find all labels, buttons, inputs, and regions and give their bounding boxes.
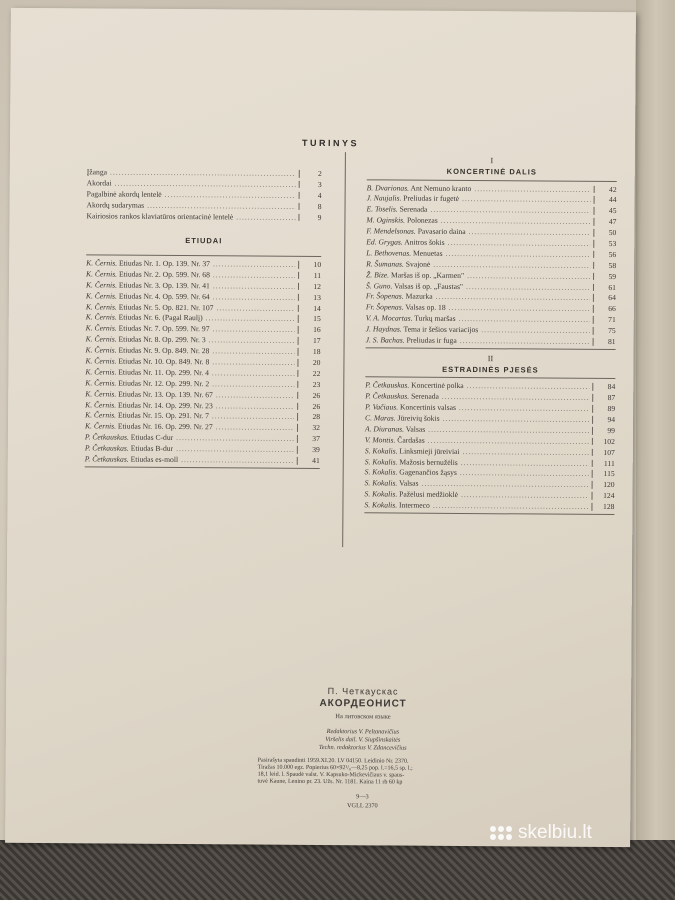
toc-entry-text: Pagalbinė akordų lentelė [86, 189, 162, 199]
watermark-logo-icon [490, 826, 512, 840]
imprint-cover: Viršelis dail. V. Siupšinskaitės [325, 735, 401, 744]
toc-entry-page: 23 [297, 381, 320, 389]
toc-entry-page: 45 [593, 207, 616, 215]
toc-entry-text: Etiudas es-moll [130, 454, 179, 464]
imprint-editor: Redaktorius V. Peltanavičius [326, 728, 400, 736]
toc-entry-title [85, 434, 173, 442]
toc-entry-author: K. Černis. [85, 378, 117, 388]
toc-leader-dots [213, 260, 295, 268]
toc-entry-title [364, 501, 429, 509]
toc-entry-title [86, 303, 214, 311]
toc-entry-title [365, 480, 419, 488]
toc-leader-dots [209, 336, 295, 344]
toc-entry-author: V. A. Mocartas. [365, 313, 413, 323]
etudes-section-title: ETIUDAI [185, 236, 223, 246]
toc-entry-author: S. Kokalis. [364, 456, 398, 467]
toc-entry-page: 87 [592, 394, 615, 402]
toc-entry-title [86, 325, 210, 333]
toc-leader-dots [442, 393, 589, 402]
toc-entry-title [365, 382, 463, 390]
toc-entry [86, 212, 321, 225]
toc-leader-dots [212, 380, 294, 388]
toc-entry-title [366, 304, 446, 312]
imprint-print-line: tuvė Kaune, Lenino pr. 23. Užs. Nr. 1181. Kaina 11 rb 60 kp [257, 778, 403, 786]
toc-entry-text: Svajonė [405, 259, 431, 269]
toc-entry-title [365, 458, 458, 466]
toc-entry-text: Polonezas [406, 215, 438, 225]
toc-leader-dots [467, 382, 590, 390]
toc-entry-page: 107 [592, 449, 615, 457]
toc-entry-text: Serenada [411, 391, 439, 402]
toc-entry-author: K. Černis. [86, 269, 118, 279]
toc-entry-author: E. Toselis. [366, 204, 398, 214]
toc-entry-title [86, 212, 233, 221]
toc-entry-author: S. Kokalis. [364, 478, 398, 488]
toc-entry-text: Koncertinė polka [411, 380, 464, 391]
toc-leader-dots [236, 213, 295, 221]
toc-entry-title [85, 379, 209, 387]
toc-entry-text: Etiudas Nr. 3. Op. 139. Nr. 41 [118, 280, 210, 290]
toc-entry-text: Valsas op. 18 [405, 302, 446, 313]
toc-entry-text: Gagenančios žąsys [399, 468, 457, 478]
etude-list [85, 259, 321, 468]
toc-leader-dots [212, 326, 294, 334]
toc-entry-page: 32 [297, 424, 320, 432]
toc-entry-page: 22 [297, 370, 320, 378]
toc-entry-page: 64 [593, 294, 616, 302]
toc-entry-title [85, 444, 173, 452]
toc-entry-page: 10 [298, 261, 321, 269]
toc-leader-dots [213, 282, 295, 290]
toc-entry-title [85, 357, 209, 365]
toc-entry-author: K. Černis. [85, 367, 117, 377]
toc-entry-title [86, 281, 210, 289]
toc-entry-author: J. Haydnas. [365, 324, 402, 334]
toc-entry-author: J. Naujalis. [366, 193, 402, 203]
toc-entry-page: 124 [592, 492, 615, 500]
toc-entry-title [366, 325, 479, 333]
toc-entry-author: K. Černis. [85, 356, 117, 366]
toc-leader-dots [462, 195, 591, 203]
toc-entry-author: S. Kokalis. [364, 500, 398, 510]
toc-leader-dots [433, 502, 589, 511]
toc-entry-text: Etiudas Nr. 10. Op. 849. Nr. 8 [118, 356, 210, 367]
imprint-block [227, 685, 498, 810]
toc-entry-author: F. Mendelsonas. [366, 226, 416, 236]
toc-entry-author: K. Černis. [84, 421, 117, 431]
toc-entry-text: Etiudas Nr. 12. Op. 299. Nr. 2 [118, 378, 210, 388]
toc-entry-text: Etiudas Nr. 16. Op. 299. Nr. 27 [117, 421, 213, 432]
toc-leader-dots [459, 404, 589, 413]
toc-entry-text: Akordų sudarymas [86, 200, 145, 210]
toc-entry-page: 4 [299, 192, 322, 200]
page-title: TURINYS [301, 137, 360, 149]
toc-entry-text: Etiudas Nr. 4. Op. 599. Nr. 64 [118, 291, 210, 301]
toc-entry-page: 3 [299, 181, 322, 189]
toc-entry-author: C. Maras. [365, 413, 396, 423]
toc-entry-author: K. Černis. [85, 301, 117, 312]
toc-entry-author: K. Černis. [85, 388, 117, 399]
toc-entry-page: 26 [297, 402, 320, 410]
toc-entry-text: Mažosis bernužėlis [399, 457, 458, 467]
toc-entry-text: Pavasario daina [417, 226, 466, 237]
toc-entry-page: 41 [297, 457, 320, 465]
toc-entry-title [85, 368, 209, 376]
toc-entry-text: Preliudas ir fugetė [403, 193, 460, 204]
toc-entry-text: Intermeco [399, 500, 430, 510]
toc-entry-author: K. Černis. [85, 312, 117, 322]
toc-entry-title [366, 227, 465, 235]
imprint-credits [228, 727, 498, 752]
toc-leader-dots [460, 337, 590, 346]
toc-entry-text: Etiudas Nr. 15. Op. 291. Nr. 7 [117, 411, 209, 421]
part2-title: ESTRADINĖS PJESĖS [442, 364, 539, 375]
imprint-language: На литовском языке [335, 713, 391, 721]
toc-entry-text: Mazurka [405, 291, 433, 302]
toc-entry-title [366, 271, 464, 279]
toc-entry-page: 56 [593, 251, 616, 259]
right-column [364, 156, 616, 515]
toc-entry-author: K. Černis. [85, 399, 117, 410]
toc-leader-dots [206, 315, 295, 323]
toc-entry-title [87, 190, 162, 198]
toc-leader-dots [466, 283, 590, 291]
toc-entry-page: 75 [593, 327, 616, 335]
imprint-title: АКОРДЕОНИСТ [319, 697, 407, 710]
part2-list [364, 382, 615, 514]
toc-entry-title [366, 282, 463, 290]
part1-title: KONCERTINĖ DALIS [446, 166, 537, 177]
toc-entry-title [86, 346, 210, 354]
toc-entry-title [365, 414, 440, 422]
toc-entry-author: Š. Guno. [365, 280, 393, 291]
toc-entry-author: P. Četkauskas. [84, 454, 129, 464]
toc-entry-author: R. Šumanas. [366, 259, 404, 269]
toc-entry-title [366, 293, 433, 301]
toc-entry-title [365, 469, 457, 477]
toc-entry-title [365, 436, 425, 444]
toc-entry-text: Etiudas Nr. 14. Op. 299. Nr. 23 [118, 400, 213, 410]
toc-leader-dots [212, 358, 294, 366]
toc-entry-page: 14 [298, 304, 321, 312]
toc-entry-page: 42 [594, 185, 617, 193]
toc-entry-title [85, 401, 213, 409]
toc-leader-dots [213, 271, 295, 279]
toc-entry-author: K. Černis. [85, 410, 117, 420]
toc-entry-text: Maršas iš op. „Karmen" [390, 270, 465, 280]
toc-entry-title [365, 393, 439, 401]
toc-entry-page: 120 [592, 481, 615, 489]
toc-entry-author: K. Černis. [85, 345, 117, 355]
column-divider [342, 152, 346, 547]
toc-leader-dots [176, 434, 294, 442]
toc-entry-title [365, 425, 425, 433]
toc-leader-dots [110, 169, 296, 178]
toc-entry-author: Ed. Grygas. [366, 237, 403, 247]
toc-entry-author: V. Montis. [364, 435, 396, 445]
toc-leader-dots [212, 369, 294, 377]
toc-entry-title [86, 259, 210, 267]
toc-entry-title [366, 238, 444, 246]
toc-entry-page: 17 [298, 337, 321, 345]
toc-entry-text: Kairiosios rankos klaviatūros orientacinė lentelė [86, 210, 234, 221]
toc-entry-page: 2 [299, 170, 322, 178]
toc-entry-text: Akordai [86, 178, 112, 188]
imprint-tech: Techn. redaktorius V. Zdancevičius [318, 743, 407, 752]
section-rule [365, 377, 615, 380]
imprint-print-line: Tiražas 10.000 egz. Popierius 60×92¹/₈—8,25 pop. l.=16,5 sp. l.; [257, 764, 413, 772]
toc-leader-dots [469, 228, 591, 236]
toc-leader-dots [446, 250, 591, 259]
toc-entry-title [85, 423, 213, 431]
toc-entry-text: Įžanga [86, 167, 108, 177]
toc-entry-text: Valsas iš op. „Faustas" [394, 281, 464, 291]
toc-entry-text: Koncertinis valsas [400, 402, 456, 413]
imprint-author: П. Четкаускас [327, 686, 399, 697]
toc-entry-author: S. Kokalis. [364, 446, 398, 456]
toc-leader-dots [216, 402, 294, 410]
toc-entry-text: Etiudas Nr. 13. Op. 139. Nr. 67 [118, 389, 213, 399]
toc-leader-dots [443, 415, 590, 424]
toc-entry-title [85, 412, 209, 420]
toc-leader-dots [461, 459, 589, 467]
toc-entry-text: Preliudas ir fuga [406, 335, 457, 345]
intro-list [86, 168, 321, 224]
toc-entry-page: 58 [593, 262, 616, 270]
toc-entry-page: 44 [594, 196, 617, 204]
toc-entry-author: K. Černis. [85, 280, 118, 290]
toc-entry-text: Etiudas Nr. 11. Op. 299. Nr. 4 [118, 367, 209, 378]
toc-entry-title [365, 491, 459, 499]
toc-entry-author: K. Černis. [86, 258, 118, 268]
toc-entry-page: 13 [298, 293, 321, 301]
toc-leader-dots [474, 185, 590, 193]
toc-entry-page: 111 [592, 459, 615, 467]
toc-entry-title [85, 390, 213, 398]
toc-leader-dots [481, 326, 589, 334]
toc-entry-title [366, 216, 437, 224]
toc-entry-page: 11 [298, 272, 321, 280]
toc-leader-dots [449, 304, 590, 313]
toc-entry-title [87, 201, 145, 209]
toc-entry-author: K. Černis. [85, 334, 117, 344]
toc-entry-text: Etiudas Nr. 7. Op. 599. Nr. 97 [118, 323, 210, 334]
toc-leader-dots [216, 304, 294, 312]
toc-entry-author: L. Bethovenas. [366, 248, 412, 258]
toc-entry-text: Anitros šokis [404, 237, 445, 247]
toc-leader-dots [428, 437, 589, 446]
watermark [490, 822, 592, 844]
toc-entry-text: Jūreivių šokis [397, 413, 440, 423]
toc-entry-title [86, 292, 210, 300]
toc-entry-title [365, 403, 456, 411]
toc-leader-dots [467, 272, 590, 280]
toc-entry-text: Pažėlusi medžioklė [399, 489, 459, 500]
toc-entry-author: P. Četkauskas. [84, 432, 129, 442]
toc-entry-page: 84 [592, 383, 615, 391]
book-page [5, 8, 636, 847]
toc-entry-author: Ž. Bize. [366, 269, 390, 280]
toc-entry-title [87, 179, 112, 187]
toc-leader-dots [463, 448, 589, 456]
imprint-print-line: Pasirašyta spaudinti 1959.XI.20. LV 04150. Leidinio Nr. 2370. [257, 757, 409, 765]
toc-leader-dots [428, 426, 589, 435]
toc-entry-author: S. Kokalis. [364, 467, 398, 478]
toc-entry-text: Tema ir šešios variacijos [403, 324, 479, 335]
toc-leader-dots [433, 261, 590, 270]
toc-entry-author: M. Oginskis. [366, 215, 406, 225]
section-rule [85, 466, 320, 469]
toc-entry-text: Etiudas C-dur [130, 432, 174, 443]
toc-entry-text: Etiudas Nr. 6. (Pagal Raulį) [118, 312, 203, 323]
toc-entry-title [366, 336, 457, 344]
toc-entry-page: 26 [297, 391, 320, 399]
toc-entry-title [366, 260, 430, 268]
toc-entry-author: P. Četkauskas. [365, 391, 410, 401]
toc-entry-author: Fr. Šopenas. [365, 291, 404, 301]
toc-entry-author: S. Kokalis. [364, 489, 398, 499]
toc-entry-page: 81 [593, 338, 616, 346]
toc-entry-page: 99 [592, 427, 615, 435]
toc-entry-author: K. Černis. [85, 323, 117, 333]
toc-entry-page: 39 [297, 446, 320, 454]
toc-entry-title [86, 336, 206, 344]
toc-entry-title [86, 314, 203, 322]
toc-entry-page: 8 [299, 203, 322, 211]
toc-leader-dots [448, 239, 591, 248]
toc-entry-page: 37 [297, 435, 320, 443]
toc-entry-page: 89 [592, 405, 615, 413]
toc-entry-text: Etiudas Nr. 9. Op. 849. Nr. 28 [118, 345, 210, 356]
toc-entry-title [366, 249, 442, 257]
page-edge [636, 0, 675, 850]
toc-leader-dots [181, 456, 294, 464]
toc-entry-text: Valsas [405, 424, 426, 434]
toc-leader-dots [430, 206, 590, 215]
part1-roman: I [490, 156, 494, 166]
toc-entry-page: 94 [592, 416, 615, 424]
toc-entry-page: 102 [592, 438, 615, 446]
toc-entry-author: P. Vačiaus. [365, 402, 399, 412]
toc-entry-text: Etiudas Nr. 2. Op. 599. Nr. 68 [118, 269, 210, 280]
toc-leader-dots [115, 179, 296, 188]
toc-entry-title [367, 184, 472, 192]
toc-leader-dots [165, 191, 296, 200]
toc-leader-dots [213, 293, 295, 301]
toc-leader-dots [421, 480, 588, 489]
section-rule [367, 179, 617, 182]
toc-entry-author: P. Četkauskas. [84, 443, 129, 453]
toc-entry-page: 61 [593, 283, 616, 291]
toc-entry-text: Ant Nemuno kranto [410, 183, 472, 193]
part1-list [366, 184, 617, 349]
toc-entry-page: 50 [593, 229, 616, 237]
toc-entry-page: 16 [298, 326, 321, 334]
toc-leader-dots [212, 413, 294, 421]
toc-leader-dots [436, 293, 590, 302]
toc-entry-page: 59 [593, 273, 616, 281]
background-surface [0, 840, 675, 900]
toc-entry-author: J. S. Bachas. [365, 335, 405, 345]
toc-entry-text: Linksmieji jūreiviai [399, 446, 460, 456]
toc-entry-text: Turkų maršas [414, 313, 456, 324]
toc-entry-title [366, 206, 427, 214]
toc-entry-text: Etiudas Nr. 1. Op. 139. Nr. 37 [119, 258, 211, 269]
toc-entry-text: Menuetas [413, 248, 443, 258]
toc-leader-dots [216, 391, 294, 399]
toc-entry-author: K. Černis. [85, 290, 117, 301]
toc-entry-page: 28 [297, 413, 320, 421]
imprint-print-info [227, 757, 497, 788]
toc-entry-text: Serenada [399, 204, 428, 215]
toc-entry-page: 66 [593, 305, 616, 313]
part2-roman: II [487, 354, 494, 364]
left-column [85, 168, 322, 469]
toc-leader-dots [460, 469, 589, 477]
toc-entry-page: 115 [592, 470, 615, 478]
toc-entry-page: 128 [591, 503, 614, 511]
toc-leader-dots [176, 445, 294, 453]
toc-leader-dots [461, 491, 589, 499]
toc-entry-title [87, 168, 107, 176]
toc-entry-page: 71 [593, 316, 616, 324]
toc-entry-text: Čardašas [397, 435, 425, 445]
toc-leader-dots [441, 217, 591, 226]
imprint-code: VGLL 2370 [346, 802, 378, 810]
toc-entry-page: 12 [298, 283, 321, 291]
toc-entry-author: B. Dvarionas. [366, 182, 410, 193]
toc-entry-author: P. Četkauskas. [365, 380, 410, 390]
toc-entry-author: Fr. Šopenas. [365, 302, 404, 312]
section-rule [86, 254, 321, 257]
toc-entry-title [366, 315, 456, 323]
toc-entry-page: 47 [593, 218, 616, 226]
imprint-print-line: 18,1 leid. l. Spaudė valst. V. Kapsuko-Mickevičiaus v. spaus- [257, 771, 405, 779]
toc-entry-title [367, 195, 459, 203]
toc-entry-title [365, 447, 460, 455]
toc-entry-text: Etiudas Nr. 8. Op. 299. Nr. 3 [118, 334, 206, 345]
toc-leader-dots [147, 201, 295, 210]
toc-entry-page: 20 [297, 359, 320, 367]
imprint-code: 9—3 [356, 793, 369, 801]
toc-leader-dots [216, 424, 294, 432]
toc-entry-title [85, 455, 178, 463]
watermark-text: skelbiu.lt [518, 822, 592, 843]
toc-entry-page: 15 [298, 315, 321, 323]
toc-entry-text: Valsas [399, 478, 419, 489]
toc-leader-dots [212, 347, 294, 355]
toc-entry-text: Etiudas Nr. 5. Op. 821. Nr. 107 [118, 302, 214, 312]
toc-entry-text: Etiudas B-dur [130, 443, 174, 454]
toc-entry-page: 53 [593, 240, 616, 248]
toc-entry-author: A. Diuranas. [364, 424, 405, 434]
toc-entry-page: 18 [298, 348, 321, 356]
toc-entry-page: 9 [298, 213, 321, 221]
toc-entry-title [86, 270, 210, 278]
toc-leader-dots [459, 315, 590, 324]
